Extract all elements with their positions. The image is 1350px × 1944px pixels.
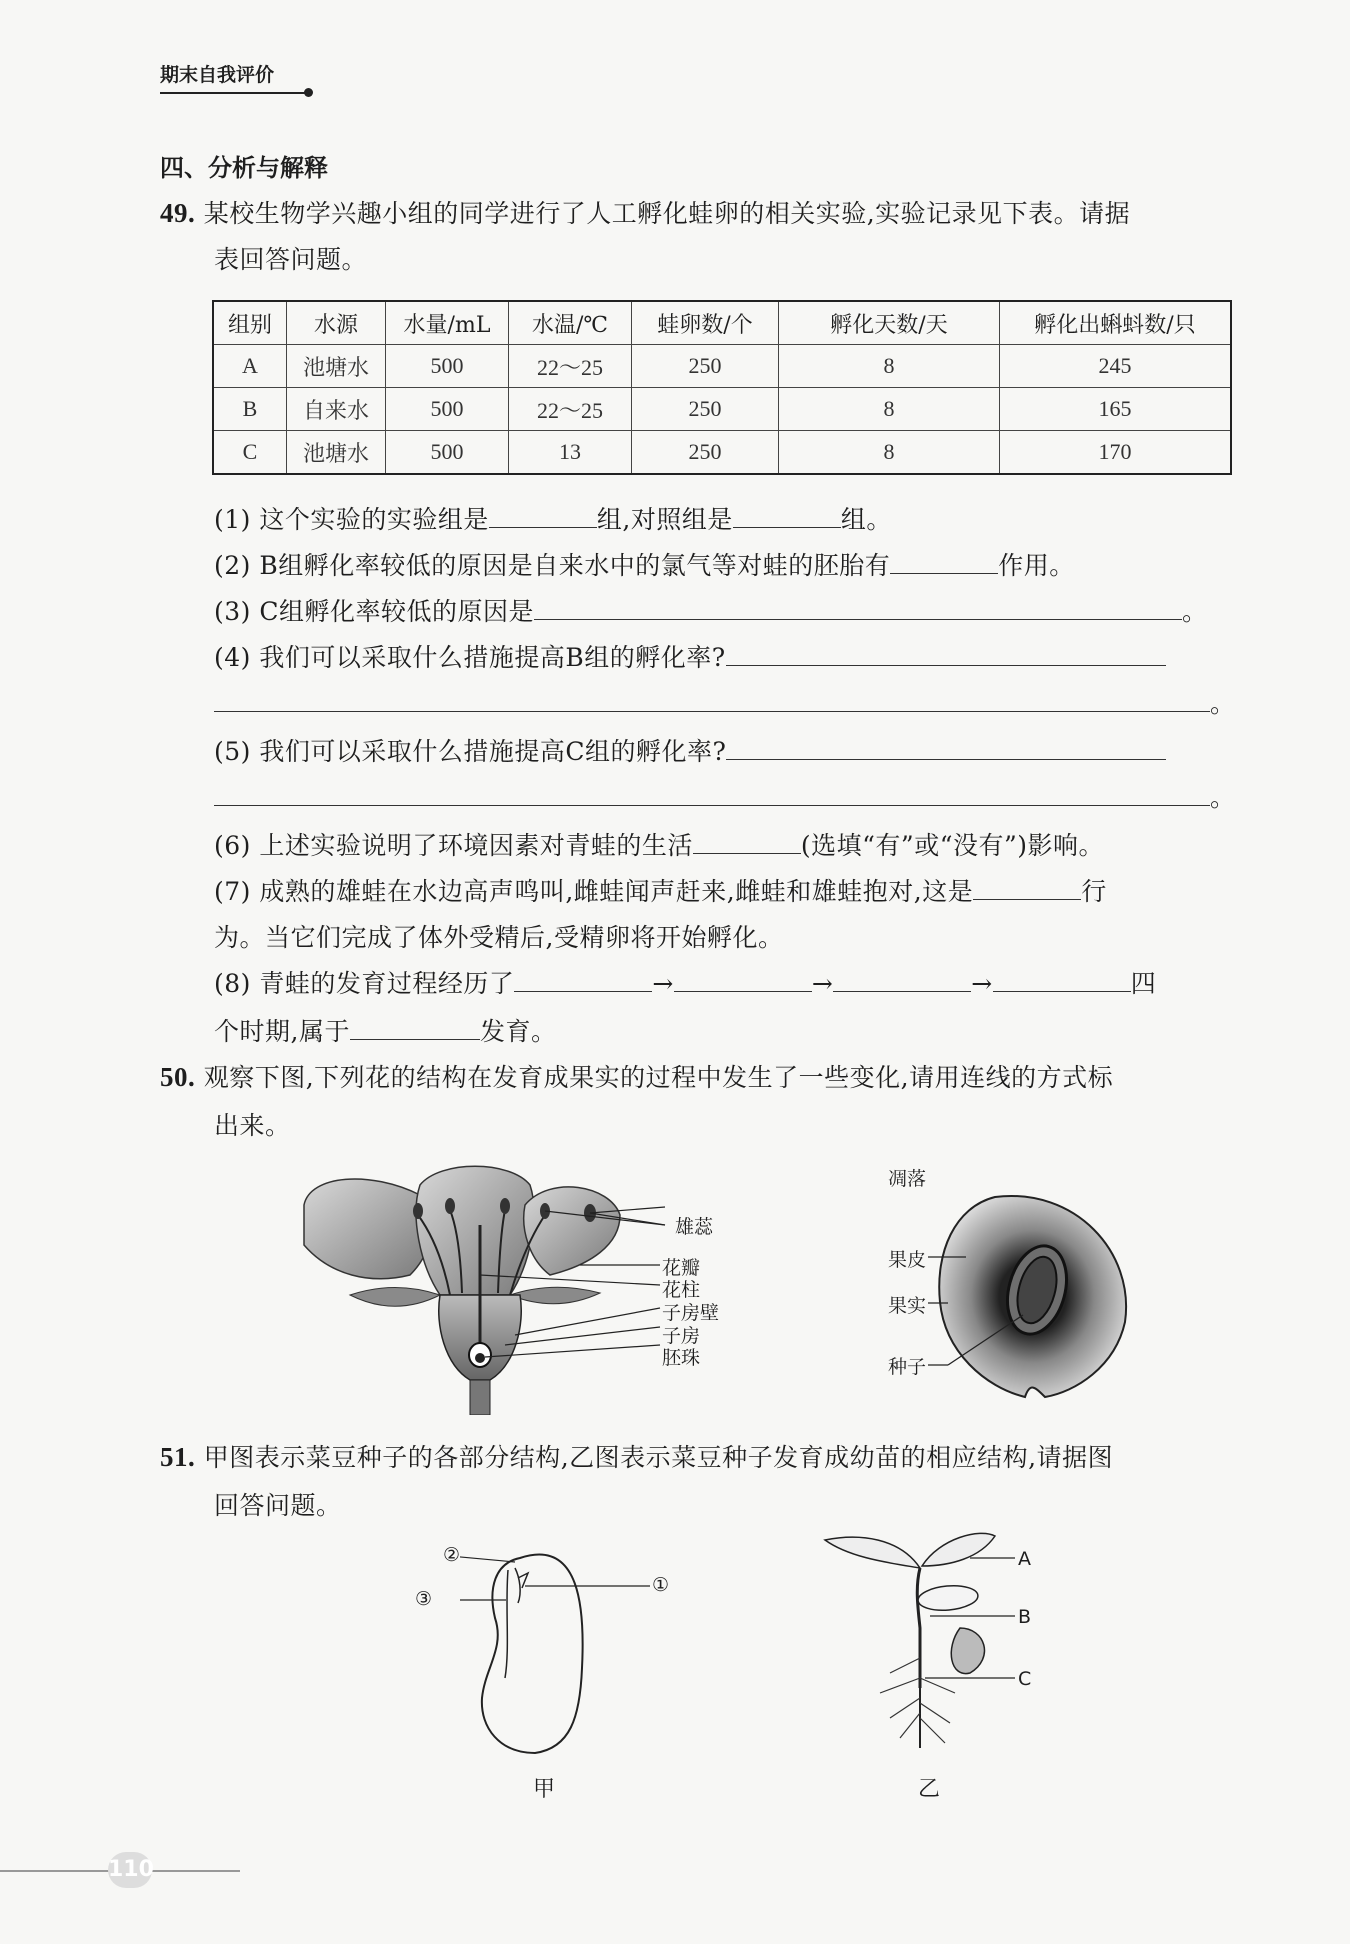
answer-blank[interactable]	[514, 967, 652, 992]
q49-sub4-text: (4) 我们可以采取什么措施提高B组的孵化率?	[214, 643, 726, 672]
q50-text2: 出来。	[214, 1111, 291, 1140]
col-header: 水源	[287, 301, 386, 345]
q51-line1	[160, 1438, 1113, 1474]
arrow-icon: →	[811, 969, 834, 998]
table-cell: 8	[779, 388, 1000, 431]
table-cell: 250	[632, 431, 779, 475]
answer-blank[interactable]	[489, 503, 597, 528]
table-cell: B	[213, 388, 287, 431]
seedling-label-a: A	[1018, 1548, 1031, 1570]
q49-sub3-text: (3) C组孵化率较低的原因是	[214, 597, 534, 626]
answer-blank[interactable]	[214, 687, 1210, 712]
q49-sub8-text-d: 发育。	[479, 1017, 557, 1046]
col-header: 组别	[213, 301, 287, 345]
q49-sub1-text-b: 组,对照组是	[596, 505, 733, 534]
q49-sub4	[214, 638, 1166, 674]
table-cell: 13	[509, 431, 632, 475]
q49-sub8-text-a: (8) 青蛙的发育过程经历了	[214, 969, 515, 998]
fruit-leader-lines	[928, 1255, 1028, 1375]
answer-blank[interactable]	[726, 641, 1166, 666]
header-title: 期末自我评价	[160, 64, 275, 86]
q49-sub8-text-c: 个时期,属于	[214, 1017, 350, 1046]
q49-sub1	[214, 500, 892, 536]
flower-label-ovule: 胚珠	[662, 1347, 701, 1369]
col-header: 孵化天数/天	[779, 301, 1000, 345]
table-cell: 500	[386, 431, 509, 475]
table-cell: 250	[632, 388, 779, 431]
seed-label-1: ①	[652, 1574, 670, 1596]
flower-label-petal: 花瓣	[662, 1257, 701, 1279]
q49-sub7-text-b: 行	[1081, 877, 1107, 906]
header-rule	[160, 92, 308, 94]
fruit-label-seed: 种子	[888, 1356, 927, 1378]
table-cell: A	[213, 345, 287, 388]
q49-sub2-text-b: 作用。	[998, 551, 1075, 580]
q49-sub6	[214, 826, 1104, 862]
table-row	[213, 431, 1231, 475]
answer-blank[interactable]	[674, 967, 812, 992]
table-cell: 池塘水	[287, 345, 386, 388]
q49-sub3-end: 。	[1182, 597, 1208, 626]
q49-number: 49.	[160, 198, 196, 228]
answer-blank[interactable]	[214, 781, 1210, 806]
table-cell: 池塘水	[287, 431, 386, 475]
answer-blank[interactable]	[833, 967, 971, 992]
table-cell: 250	[632, 345, 779, 388]
section-title: 四、分析与解释	[160, 154, 328, 182]
q50-number: 50.	[160, 1062, 196, 1092]
seedling-diagram	[820, 1528, 1020, 1758]
answer-blank[interactable]	[693, 829, 801, 854]
col-header: 水温/℃	[509, 301, 632, 345]
answer-blank[interactable]	[726, 735, 1166, 760]
table-row	[213, 345, 1231, 388]
flower-label-ovary: 子房	[662, 1325, 701, 1347]
flower-diagram	[290, 1165, 690, 1415]
table-row	[213, 388, 1231, 431]
answer-blank[interactable]	[890, 549, 998, 574]
arrow-icon: →	[971, 969, 993, 998]
q49-sub4-line2	[214, 684, 1236, 720]
q49-intro2: 表回答问题。	[214, 245, 368, 274]
table-cell: 500	[386, 388, 509, 431]
q51-text2: 回答问题。	[214, 1491, 342, 1520]
table-cell: 170	[1000, 431, 1232, 475]
answer-blank[interactable]	[733, 503, 841, 528]
q49-sub7	[214, 872, 1107, 908]
table-cell: 22～25	[509, 388, 632, 431]
col-header: 孵化出蝌蚪数/只	[1000, 301, 1232, 345]
q49-sub1-text-c: 组。	[840, 505, 892, 534]
seedling-label-c: C	[1018, 1668, 1032, 1690]
q50-line1	[160, 1058, 1113, 1094]
q49-intro1: 某校生物学兴趣小组的同学进行了人工孵化蛙卵的相关实验,实验记录见下表。请据	[203, 199, 1131, 228]
table-cell: 245	[1000, 345, 1232, 388]
fruit-label-peel: 果皮	[888, 1249, 927, 1271]
q49-sub2	[214, 546, 1075, 582]
fruit-label-wither: 凋落	[888, 1168, 927, 1190]
caption-yi: 乙	[918, 1777, 941, 1802]
q49-sub3	[214, 592, 1208, 628]
q49-sub8-text-b: 四	[1130, 969, 1157, 998]
seed-label-2: ②	[443, 1544, 461, 1566]
flower-label-stamen: 雄蕊	[675, 1216, 714, 1238]
bean-seed-diagram	[460, 1548, 650, 1758]
q49-sub7-text-a: (7) 成熟的雄蛙在水边高声鸣叫,雌蛙闻声赶来,雌蛙和雄蛙抱对,这是	[214, 877, 974, 906]
q49-sub5-text: (5) 我们可以采取什么措施提高C组的孵化率?	[214, 737, 727, 766]
caption-jia: 甲	[533, 1777, 556, 1802]
q49-sub5-line2	[214, 778, 1236, 814]
arrow-icon: →	[652, 969, 674, 998]
q49-sub4-end: 。	[1210, 689, 1236, 718]
col-header: 水量/mL	[386, 301, 509, 345]
header-dot	[304, 88, 313, 97]
seedling-label-b: B	[1018, 1606, 1032, 1628]
answer-blank[interactable]	[534, 595, 1182, 620]
q49-sub6-text-a: (6) 上述实验说明了环境因素对青蛙的生活	[214, 831, 693, 860]
q50-text1: 观察下图,下列花的结构在发育成果实的过程中发生了一些变化,请用连线的方式标	[203, 1063, 1114, 1092]
q51-number: 51.	[160, 1442, 196, 1472]
q49-sub2-text-a: (2) B组孵化率较低的原因是自来水中的氯气等对蛙的胚胎有	[214, 551, 891, 580]
q49-sub7-line2: 为。当它们完成了体外受精后,受精卵将开始孵化。	[214, 923, 784, 952]
table-cell: C	[213, 431, 287, 475]
table-cell: 500	[386, 345, 509, 388]
table-cell: 22～25	[509, 345, 632, 388]
q49-sub5-end: 。	[1210, 783, 1236, 812]
col-header: 蛙卵数/个	[632, 301, 779, 345]
table-header-row	[213, 301, 1231, 345]
q49-sub8	[214, 964, 1156, 1000]
flower-label-style: 花柱	[662, 1279, 701, 1301]
answer-blank[interactable]	[993, 967, 1131, 992]
page-number: 110	[108, 1852, 152, 1888]
q49-sub6-text-b: (选填“有”或“没有”)影响。	[800, 831, 1105, 860]
q49-sub1-text-a: (1) 这个实验的实验组是	[214, 505, 489, 534]
table-cell: 8	[779, 431, 1000, 475]
q49-sub5	[214, 732, 1166, 768]
q49-sub8-line2	[214, 1012, 556, 1048]
q51-text1: 甲图表示菜豆种子的各部分结构,乙图表示菜豆种子发育成幼苗的相应结构,请据图	[203, 1443, 1114, 1472]
fruit-label-fruit: 果实	[888, 1295, 927, 1317]
seed-label-3: ③	[415, 1588, 433, 1610]
table-cell: 165	[1000, 388, 1232, 431]
table-cell: 8	[779, 345, 1000, 388]
frog-hatching-table	[212, 300, 1232, 475]
answer-blank[interactable]	[973, 875, 1081, 900]
answer-blank[interactable]	[350, 1015, 480, 1040]
flower-label-ovary-wall: 子房壁	[662, 1302, 720, 1324]
q49-intro-line1	[160, 194, 1130, 230]
table-cell: 自来水	[287, 388, 386, 431]
